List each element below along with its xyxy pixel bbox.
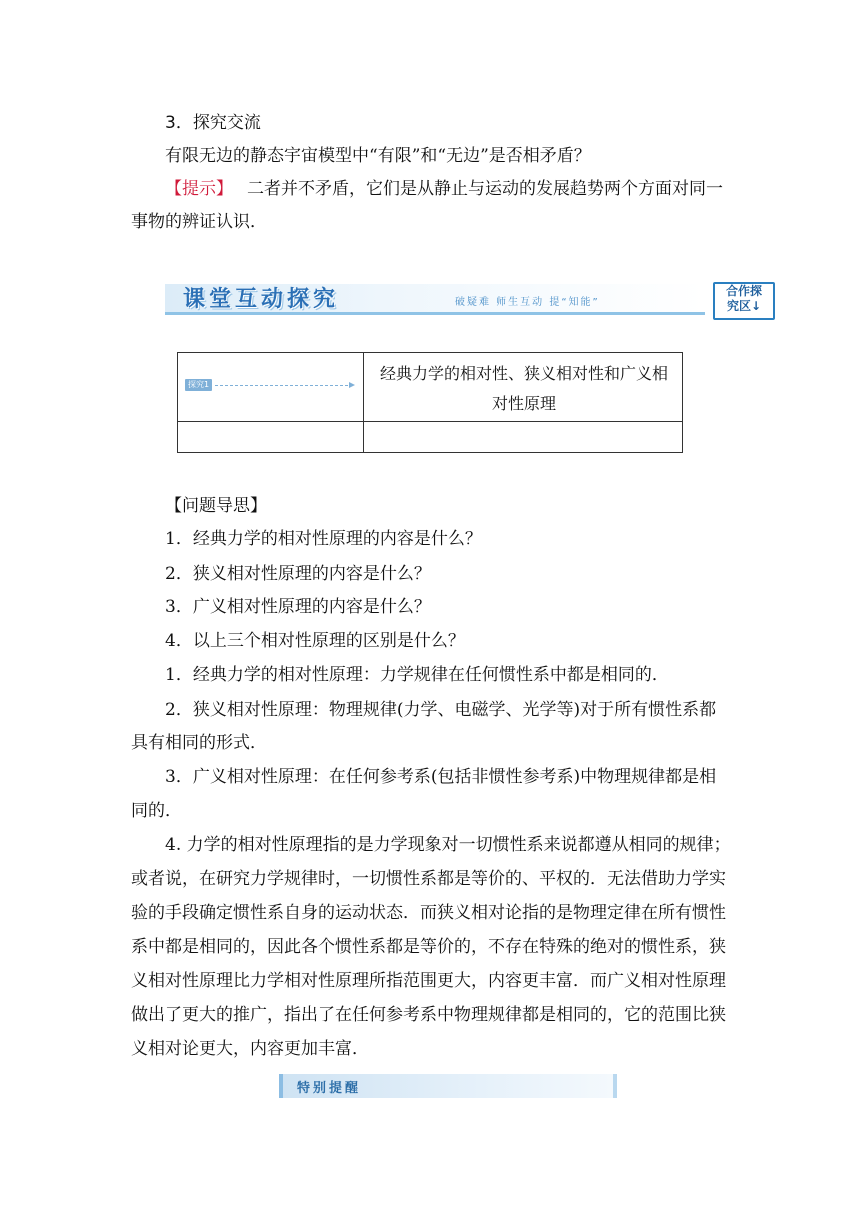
section-heading: 3．探究交流 bbox=[165, 113, 261, 133]
guide-question: 4．以上三个相对性原理的区别是什么？ bbox=[165, 631, 465, 651]
banner-zone-box bbox=[713, 282, 775, 320]
answer-4-line: 或者说，在研究力学规律时，一切惯性系都是等价的、平权的．无法借助力学实 bbox=[131, 869, 726, 889]
answer-4-line: 义相对论更大，内容更加丰富． bbox=[131, 1039, 369, 1059]
explore-topic bbox=[369, 359, 679, 419]
answer-4-line: 系中都是相同的，因此各个惯性系都是等价的，不存在特殊的绝对的惯性系，狭 bbox=[131, 937, 726, 957]
banner-box-line1: 合作探 bbox=[725, 284, 762, 298]
banner-box-line2-text: 究区 bbox=[726, 299, 751, 313]
explore-topic-line1: 经典力学的相对性、狭义相对性和广义相 bbox=[379, 364, 668, 383]
explore-badge: 探究1 bbox=[185, 379, 212, 391]
guide-question: 2．狭义相对性原理的内容是什么？ bbox=[165, 564, 431, 584]
answer-4-line: 验的手段确定惯性系自身的运动状态．而狭义相对论指的是物理定律在所有惯性 bbox=[131, 903, 726, 923]
discussion-question: 有限无边的静态宇宙模型中“有限”和“无边”是否相矛盾？ bbox=[165, 146, 591, 166]
answer-4-line: 做出了更大的推广，指出了在任何参考系中物理规律都是相同的，它的范围比狭 bbox=[131, 1005, 726, 1025]
hint-line-1 bbox=[165, 177, 723, 201]
answer-1: 1．经典力学的相对性原理：力学规律在任何惯性系中都是相同的． bbox=[165, 665, 669, 685]
table-divider-horizontal bbox=[178, 421, 682, 422]
answer-2-line2: 具有相同的形式． bbox=[131, 733, 267, 753]
explore-table bbox=[177, 352, 683, 453]
down-arrow-icon: ↓ bbox=[750, 299, 762, 313]
special-reminder-label: 特别提醒 bbox=[297, 1081, 362, 1096]
banner-title: 课堂互动探究 bbox=[183, 286, 340, 312]
arrow-right-icon bbox=[215, 385, 353, 386]
special-reminder-bar bbox=[279, 1074, 617, 1098]
banner-box-line2 bbox=[715, 299, 773, 314]
answer-4-line: 义相对性原理比力学相对性原理所指范围更大，内容更丰富．而广义相对性原理 bbox=[131, 971, 726, 991]
guide-heading: 【问题导思】 bbox=[165, 496, 267, 516]
answer-3-line1: 3．广义相对性原理：在任何参考系(包括非惯性参考系)中物理规律都是相 bbox=[165, 767, 717, 787]
explore-tag bbox=[185, 377, 355, 393]
hint-line-2: 事物的辨证认识． bbox=[131, 212, 267, 232]
answer-4-line: 4. 力学的相对性原理指的是力学现象对一切惯性系来说都遵从相同的规律； bbox=[165, 835, 731, 855]
guide-question: 1．经典力学的相对性原理的内容是什么？ bbox=[165, 529, 482, 549]
explore-topic-line2: 对性原理 bbox=[491, 394, 556, 413]
guide-question: 3．广义相对性原理的内容是什么？ bbox=[165, 597, 431, 617]
answer-3-line2: 同的． bbox=[131, 801, 182, 821]
hint-tag: 【提示】 bbox=[165, 179, 233, 199]
table-divider-vertical bbox=[363, 353, 364, 452]
hint-text-1: 二者并不矛盾，它们是从静止与运动的发展趋势两个方面对同一 bbox=[247, 179, 723, 199]
banner-subtitle: 破疑难 师生互动 提“知能” bbox=[455, 297, 600, 308]
classroom-banner bbox=[165, 280, 773, 318]
answer-2-line1: 2．狭义相对性原理：物理规律(力学、电磁学、光学等)对于所有惯性系都 bbox=[165, 700, 717, 720]
